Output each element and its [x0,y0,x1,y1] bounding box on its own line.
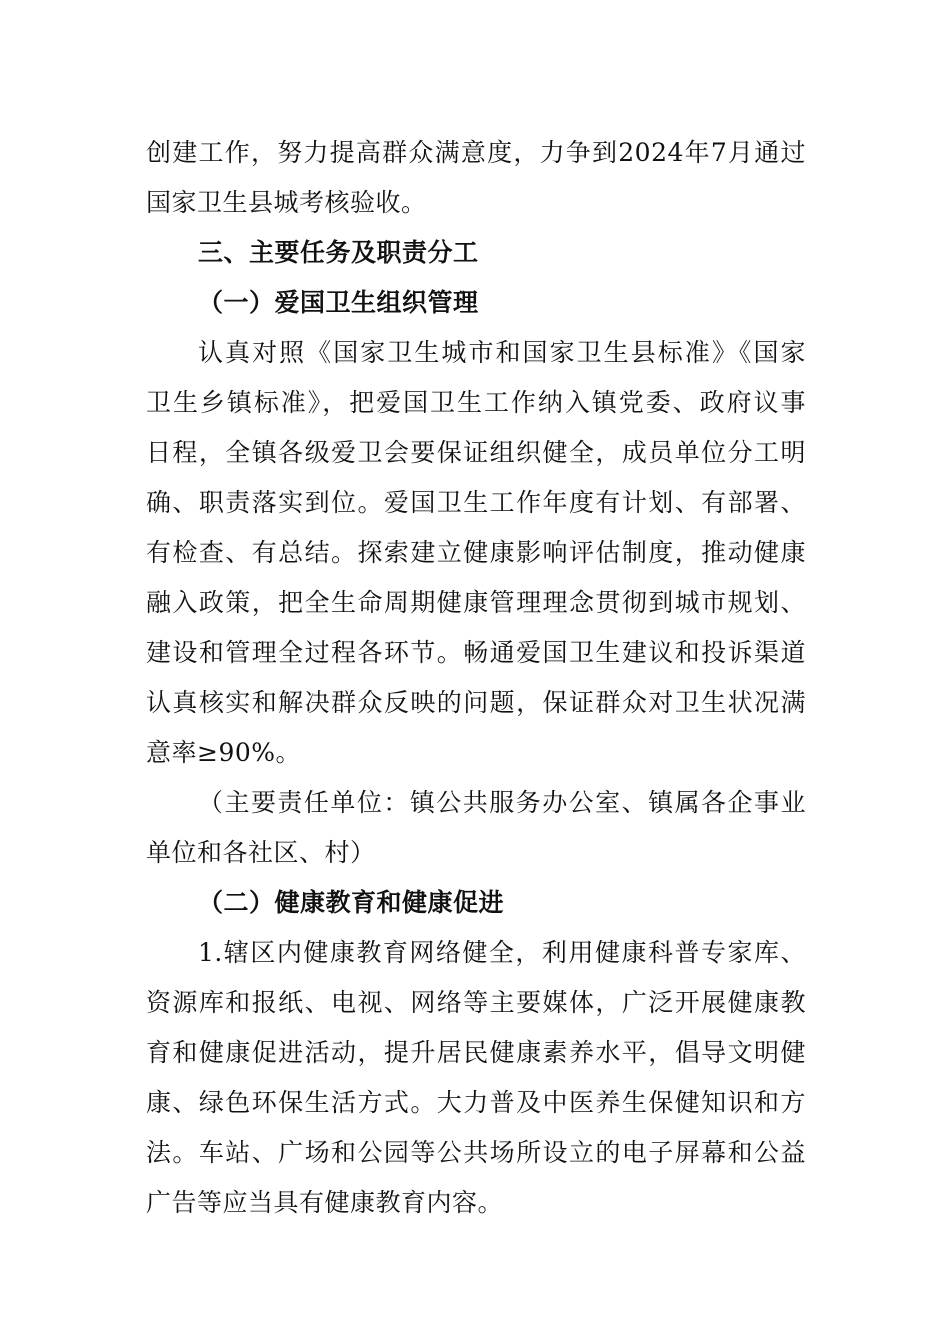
paragraph-line: 单位和各社区、村） [146,838,376,867]
responsibility-note [146,778,806,878]
subsection-heading-two: （二）健康教育和健康促进 [198,888,505,917]
paragraph-line: 育和健康促进活动，提升居民健康素养水平，倡导文明健 [146,1038,806,1067]
intro-paragraph [146,128,806,228]
paragraph-line: 确、职责落实到位。爱国卫生工作年度有计划、有部署、 [146,488,806,517]
paragraph-line: 法。车站、广场和公园等公共场所设立的电子屏幕和公益 [146,1138,806,1167]
subsection-one-body [146,328,806,778]
paragraph-line: 融入政策，把全生命周期健康管理理念贯彻到城市规划、 [146,588,806,617]
paragraph-line: 认真对照《国家卫生城市和国家卫生县标准》《国家 [198,338,806,367]
subsection-heading-one: （一）爱国卫生组织管理 [198,288,479,317]
paragraph-line: 创建工作，努力提高群众满意度，力争到2024年7月通过 [146,138,806,167]
paragraph-line: 康、绿色环保生活方式。大力普及中医养生保健知识和方 [146,1088,806,1117]
document-page [146,128,806,1228]
paragraph-line: 1.辖区内健康教育网络健全，利用健康科普专家库、 [198,938,806,967]
paragraph-line: 建设和管理全过程各环节。畅通爱国卫生建议和投诉渠道 [146,638,806,667]
paragraph-line: 国家卫生县城考核验收。 [146,188,427,217]
paragraph-line: 意率≥90%。 [146,738,302,767]
paragraph-line: （主要责任单位：镇公共服务办公室、镇属各企事业 [198,788,806,817]
subsection-two-body [146,928,806,1228]
paragraph-line: 卫生乡镇标准》，把爱国卫生工作纳入镇党委、政府议事 [146,388,806,417]
paragraph-line: 认真核实和解决群众反映的问题，保证群众对卫生状况满 [146,688,806,717]
paragraph-line: 有检查、有总结。探索建立健康影响评估制度，推动健康 [146,538,806,567]
paragraph-line: 资源库和报纸、电视、网络等主要媒体，广泛开展健康教 [146,988,806,1017]
paragraph-line: 广告等应当具有健康教育内容。 [146,1188,504,1217]
paragraph-line: 日程，全镇各级爱卫会要保证组织健全，成员单位分工明 [146,438,806,467]
section-heading-three: 三、主要任务及职责分工 [198,238,479,267]
